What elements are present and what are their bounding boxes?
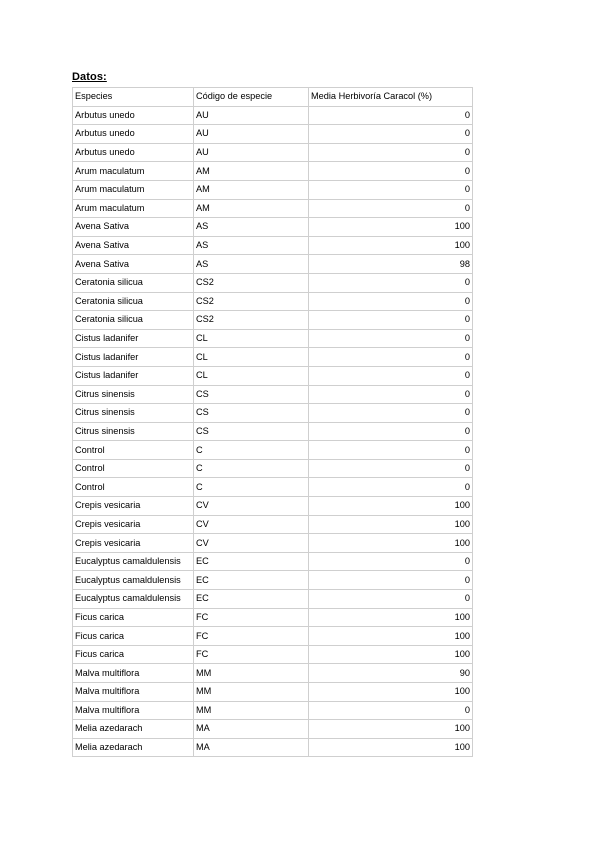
table-row xyxy=(73,701,473,720)
cell-species: Arum maculatum xyxy=(73,162,194,181)
cell-species: Crepis vesicaria xyxy=(73,534,194,553)
cell-species: Arbutus unedo xyxy=(73,143,194,162)
cell-species: Avena Sativa xyxy=(73,236,194,255)
cell-species-code: MA xyxy=(194,738,309,757)
cell-species: Melia azedarach xyxy=(73,720,194,739)
cell-herbivory: 0 xyxy=(309,404,473,423)
cell-herbivory: 98 xyxy=(309,255,473,274)
header-snail-herbivory: Media Herbivoría Caracol (%) xyxy=(309,88,473,107)
cell-herbivory: 0 xyxy=(309,478,473,497)
cell-herbivory: 100 xyxy=(309,720,473,739)
cell-herbivory: 90 xyxy=(309,664,473,683)
cell-herbivory: 100 xyxy=(309,645,473,664)
table-row xyxy=(73,459,473,478)
cell-herbivory: 0 xyxy=(309,106,473,125)
table-row xyxy=(73,218,473,237)
cell-species: Malva multiflora xyxy=(73,701,194,720)
cell-species-code: FC xyxy=(194,627,309,646)
cell-species-code: CS xyxy=(194,385,309,404)
cell-species-code: CL xyxy=(194,348,309,367)
cell-species: Eucalyptus camaldulensis xyxy=(73,552,194,571)
cell-species: Eucalyptus camaldulensis xyxy=(73,590,194,609)
table-row xyxy=(73,143,473,162)
table-row xyxy=(73,720,473,739)
cell-species: Malva multiflora xyxy=(73,683,194,702)
cell-species: Avena Sativa xyxy=(73,218,194,237)
cell-species-code: EC xyxy=(194,571,309,590)
cell-species-code: AS xyxy=(194,236,309,255)
cell-species-code: AU xyxy=(194,143,309,162)
table-row xyxy=(73,162,473,181)
cell-species: Control xyxy=(73,459,194,478)
cell-species: Control xyxy=(73,478,194,497)
table-row xyxy=(73,552,473,571)
cell-herbivory: 100 xyxy=(309,515,473,534)
cell-herbivory: 100 xyxy=(309,608,473,627)
table-row xyxy=(73,311,473,330)
cell-species-code: CS2 xyxy=(194,273,309,292)
cell-species: Arum maculatum xyxy=(73,199,194,218)
cell-species: Cistus ladanifer xyxy=(73,366,194,385)
cell-herbivory: 0 xyxy=(309,329,473,348)
cell-species-code: AS xyxy=(194,255,309,274)
section-heading: Datos: xyxy=(72,71,107,83)
table-row xyxy=(73,385,473,404)
cell-species: Control xyxy=(73,441,194,460)
cell-herbivory: 0 xyxy=(309,385,473,404)
cell-herbivory: 0 xyxy=(309,311,473,330)
cell-herbivory: 0 xyxy=(309,143,473,162)
cell-herbivory: 100 xyxy=(309,738,473,757)
cell-species-code: MM xyxy=(194,683,309,702)
header-row xyxy=(73,88,473,107)
cell-species-code: CS xyxy=(194,422,309,441)
table-row xyxy=(73,441,473,460)
cell-species-code: CS2 xyxy=(194,311,309,330)
table-row xyxy=(73,255,473,274)
cell-herbivory: 100 xyxy=(309,218,473,237)
cell-species: Crepis vesicaria xyxy=(73,515,194,534)
cell-species-code: MA xyxy=(194,720,309,739)
cell-species-code: MM xyxy=(194,664,309,683)
table-row xyxy=(73,125,473,144)
table-body xyxy=(73,106,473,757)
table-row xyxy=(73,608,473,627)
cell-herbivory: 100 xyxy=(309,683,473,702)
cell-species: Malva multiflora xyxy=(73,664,194,683)
cell-species-code: AM xyxy=(194,180,309,199)
cell-herbivory: 100 xyxy=(309,627,473,646)
cell-herbivory: 0 xyxy=(309,348,473,367)
cell-species-code: FC xyxy=(194,645,309,664)
cell-species-code: CV xyxy=(194,497,309,516)
cell-species: Eucalyptus camaldulensis xyxy=(73,571,194,590)
table-row xyxy=(73,534,473,553)
cell-species-code: EC xyxy=(194,590,309,609)
cell-herbivory: 0 xyxy=(309,125,473,144)
table-row xyxy=(73,590,473,609)
table-row xyxy=(73,645,473,664)
cell-herbivory: 0 xyxy=(309,180,473,199)
header-species-code: Código de especie xyxy=(194,88,309,107)
cell-species-code: CS xyxy=(194,404,309,423)
cell-species-code: C xyxy=(194,478,309,497)
cell-herbivory: 0 xyxy=(309,273,473,292)
cell-species-code: AU xyxy=(194,106,309,125)
cell-species: Ceratonia silicua xyxy=(73,292,194,311)
cell-species: Crepis vesicaria xyxy=(73,497,194,516)
cell-species: Ceratonia silicua xyxy=(73,273,194,292)
cell-species-code: CV xyxy=(194,534,309,553)
cell-species: Arbutus unedo xyxy=(73,106,194,125)
cell-herbivory: 0 xyxy=(309,162,473,181)
cell-herbivory: 100 xyxy=(309,236,473,255)
cell-species-code: AM xyxy=(194,162,309,181)
cell-herbivory: 100 xyxy=(309,497,473,516)
table-row xyxy=(73,348,473,367)
cell-species: Citrus sinensis xyxy=(73,404,194,423)
cell-herbivory: 0 xyxy=(309,199,473,218)
cell-species: Cistus ladanifer xyxy=(73,348,194,367)
cell-species: Avena Sativa xyxy=(73,255,194,274)
cell-species-code: AM xyxy=(194,199,309,218)
table-row xyxy=(73,404,473,423)
cell-herbivory: 0 xyxy=(309,292,473,311)
cell-herbivory: 0 xyxy=(309,571,473,590)
cell-herbivory: 100 xyxy=(309,534,473,553)
cell-species-code: CL xyxy=(194,366,309,385)
cell-species-code: AS xyxy=(194,218,309,237)
cell-species: Ficus carica xyxy=(73,645,194,664)
table-row xyxy=(73,366,473,385)
table-row xyxy=(73,515,473,534)
table-row xyxy=(73,738,473,757)
cell-species: Ceratonia silicua xyxy=(73,311,194,330)
cell-species-code: EC xyxy=(194,552,309,571)
table-row xyxy=(73,497,473,516)
cell-species: Citrus sinensis xyxy=(73,422,194,441)
table-row xyxy=(73,329,473,348)
table-row xyxy=(73,422,473,441)
cell-species-code: AU xyxy=(194,125,309,144)
table-header xyxy=(73,88,473,107)
table-row xyxy=(73,199,473,218)
cell-herbivory: 0 xyxy=(309,701,473,720)
table-row xyxy=(73,292,473,311)
data-table xyxy=(72,87,473,757)
cell-species-code: MM xyxy=(194,701,309,720)
table-row xyxy=(73,273,473,292)
cell-species: Ficus carica xyxy=(73,608,194,627)
cell-herbivory: 0 xyxy=(309,441,473,460)
cell-species: Arbutus unedo xyxy=(73,125,194,144)
cell-species: Cistus ladanifer xyxy=(73,329,194,348)
cell-species-code: FC xyxy=(194,608,309,627)
cell-herbivory: 0 xyxy=(309,590,473,609)
cell-herbivory: 0 xyxy=(309,366,473,385)
cell-species: Melia azedarach xyxy=(73,738,194,757)
table-row xyxy=(73,236,473,255)
table-row xyxy=(73,478,473,497)
cell-species-code: CS2 xyxy=(194,292,309,311)
table-row xyxy=(73,106,473,125)
cell-species-code: C xyxy=(194,441,309,460)
cell-herbivory: 0 xyxy=(309,552,473,571)
cell-species: Citrus sinensis xyxy=(73,385,194,404)
cell-species-code: C xyxy=(194,459,309,478)
table-row xyxy=(73,683,473,702)
table-row xyxy=(73,571,473,590)
cell-species: Arum maculatum xyxy=(73,180,194,199)
cell-species-code: CL xyxy=(194,329,309,348)
table-row xyxy=(73,627,473,646)
table-row xyxy=(73,664,473,683)
cell-herbivory: 0 xyxy=(309,422,473,441)
header-species: Especies xyxy=(73,88,194,107)
table-row xyxy=(73,180,473,199)
cell-herbivory: 0 xyxy=(309,459,473,478)
cell-species: Ficus carica xyxy=(73,627,194,646)
cell-species-code: CV xyxy=(194,515,309,534)
